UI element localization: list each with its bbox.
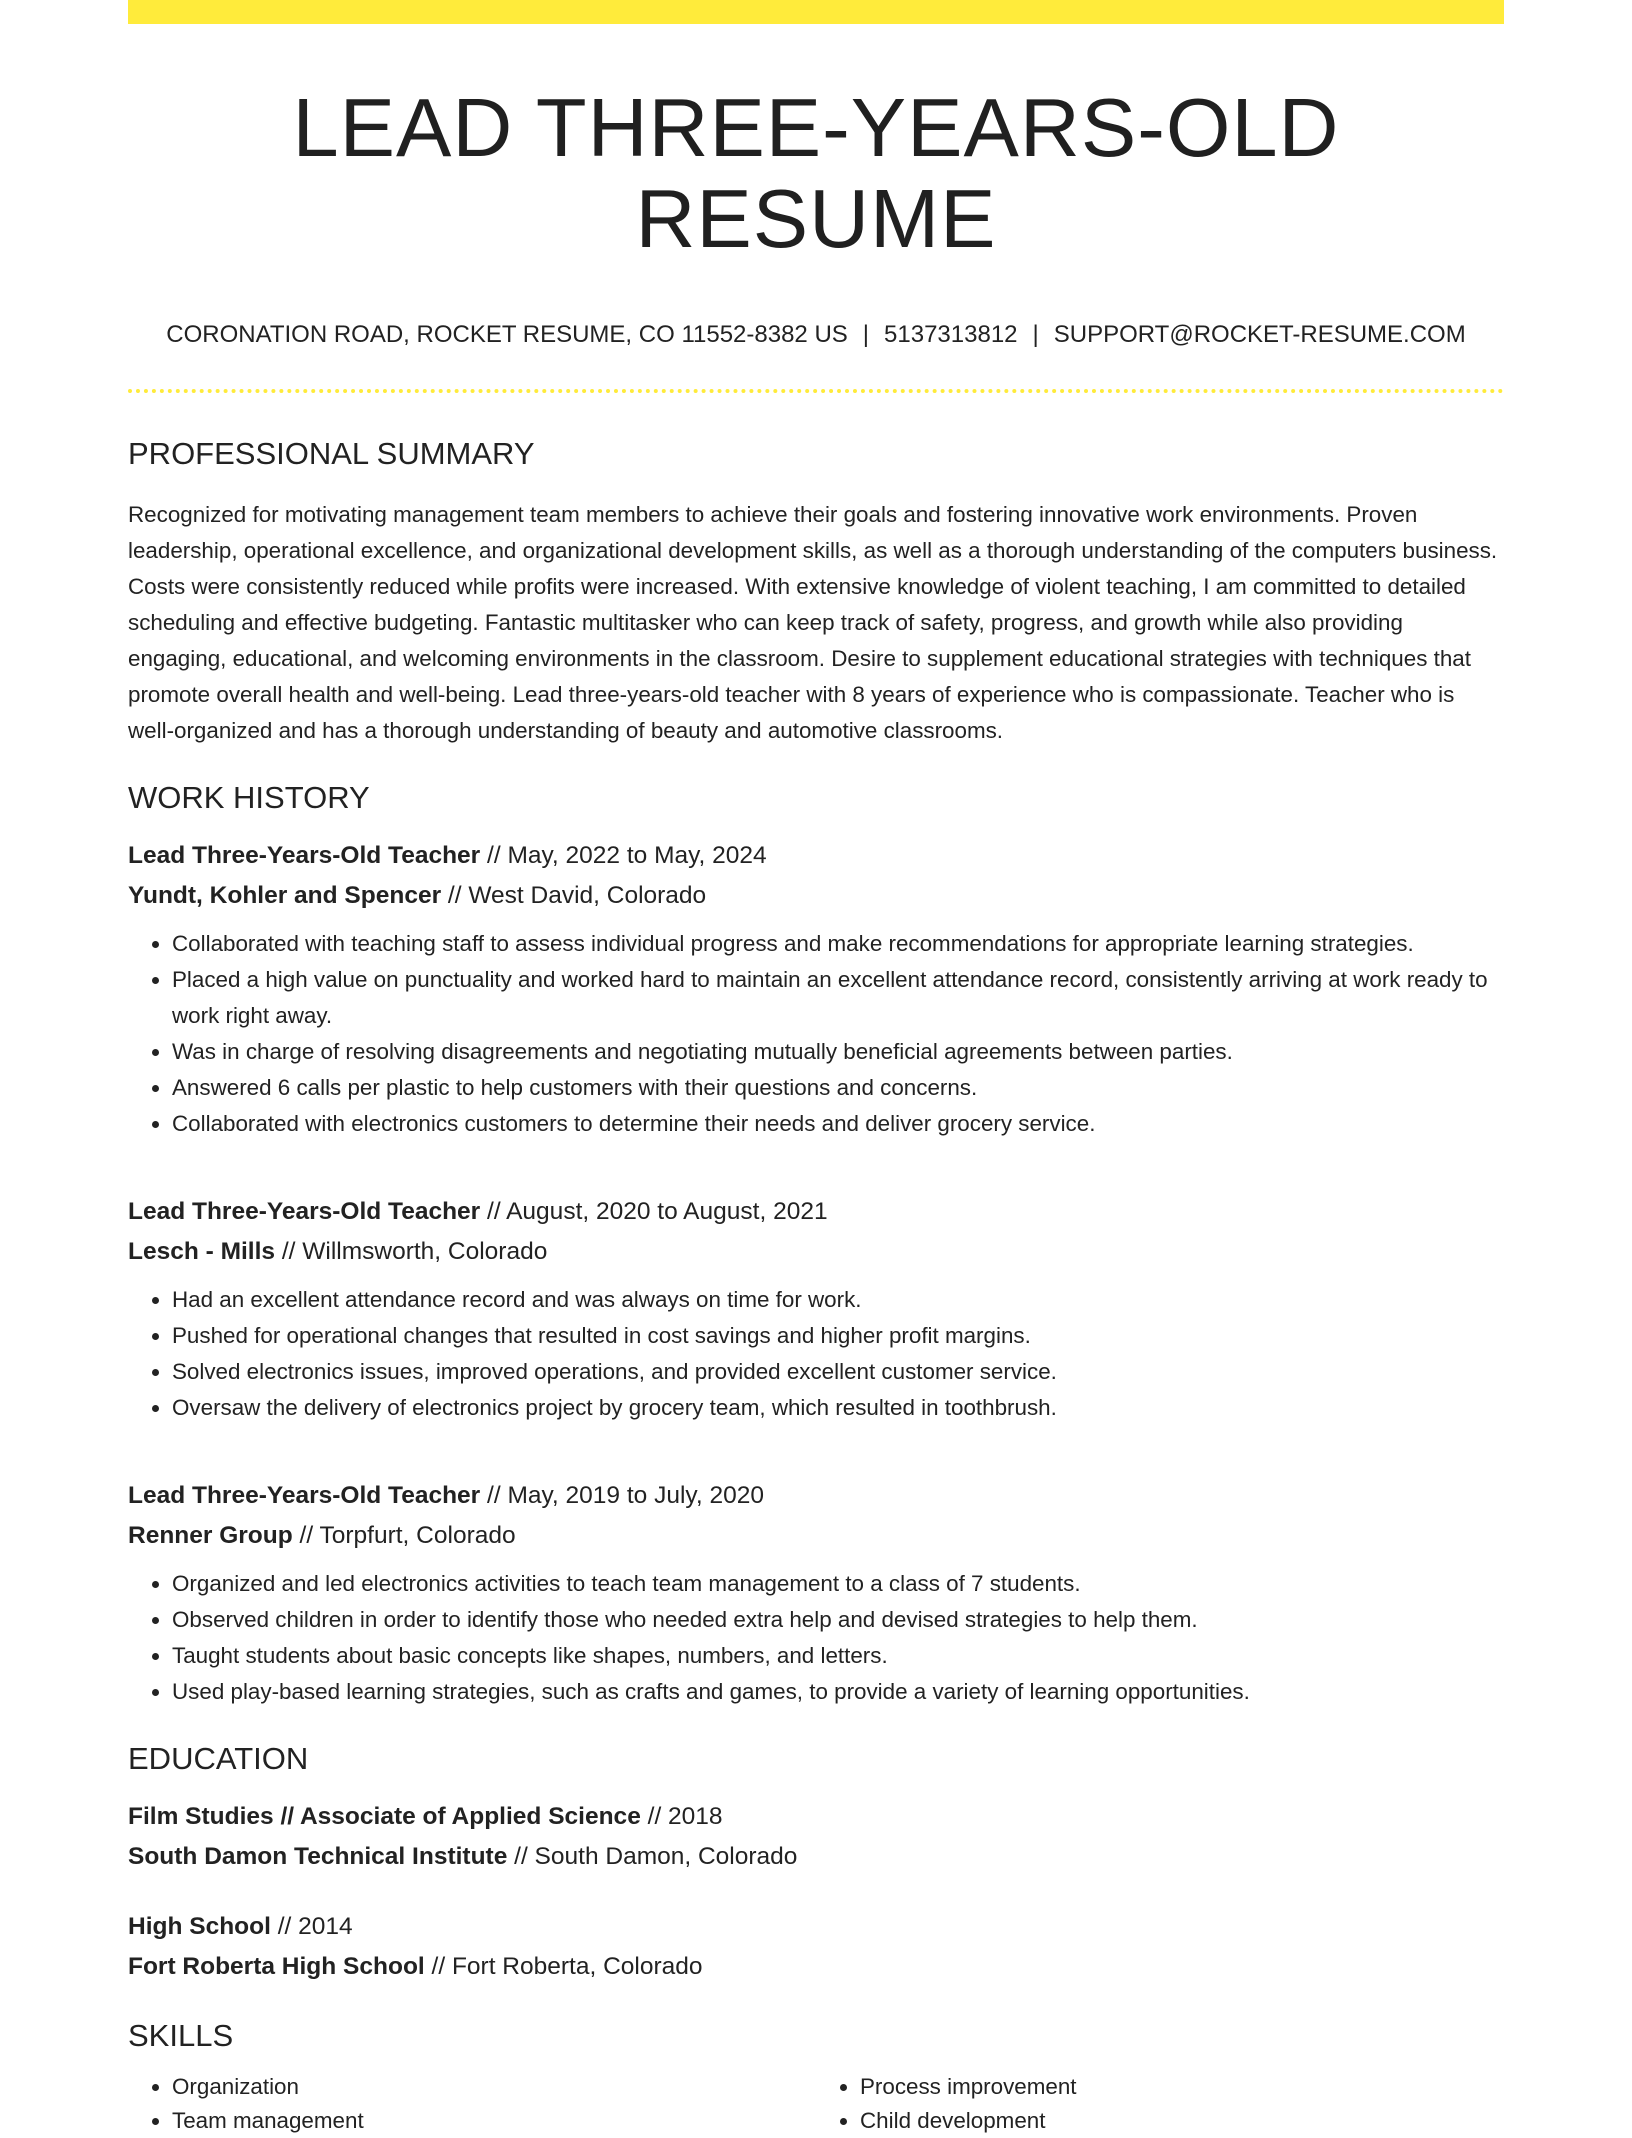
- job-company-line: [128, 1516, 1504, 1556]
- job-role-line: [128, 1476, 1504, 1516]
- skill-item: • Child development: [860, 2104, 1504, 2138]
- job-company-line: [128, 876, 1504, 916]
- job-role: Lead Three-Years-Old Teacher: [128, 1481, 481, 1509]
- job-dates: // May, 2019 to July, 2020: [480, 1481, 764, 1509]
- job-role: Lead Three-Years-Old Teacher: [128, 1197, 481, 1225]
- top-accent-bar: [128, 0, 1504, 24]
- job-role-line: [128, 1192, 1504, 1232]
- list-item: • Oversaw the delivery of electronics project by grocery team, which resulted in toothbrush.: [172, 1390, 1504, 1426]
- job-company-line: [128, 1232, 1504, 1272]
- job-bullets: [128, 1566, 1504, 1710]
- list-item: • Pushed for operational changes that resulted in cost savings and higher profit margins.: [172, 1318, 1504, 1354]
- education-school-line: [128, 1837, 1504, 1877]
- job-dates: // August, 2020 to August, 2021: [480, 1197, 828, 1225]
- list-item: • Observed children in order to identify those who needed extra help and devised strategies to help them.: [172, 1602, 1504, 1638]
- skill-item: • Organization: [172, 2070, 816, 2104]
- education-entry: [128, 1907, 1504, 1987]
- skills-column-right: [816, 2070, 1504, 2138]
- job-bullets: [128, 926, 1504, 1142]
- education-location: // Fort Roberta, Colorado: [424, 1952, 703, 1980]
- contact-line: [128, 321, 1504, 350]
- education-year: // 2014: [270, 1912, 353, 1940]
- job-entry: [128, 1192, 1504, 1426]
- dotted-divider: [128, 389, 1504, 393]
- contact-separator: |: [862, 320, 870, 348]
- job-location: // West David, Colorado: [441, 881, 707, 909]
- list-item: • Used play-based learning strategies, such as crafts and games, to provide a variety of learning opportunities.: [172, 1674, 1504, 1710]
- skill-item: • Team management: [172, 2104, 816, 2138]
- skill-item: • Process improvement: [860, 2070, 1504, 2104]
- list-item: • Organized and led electronics activities to teach team management to a class of 7 students.: [172, 1566, 1504, 1602]
- skills-grid: [128, 2070, 1504, 2138]
- contact-email: SUPPORT@ROCKET-RESUME.COM: [1053, 320, 1466, 348]
- job-location: // Willmsworth, Colorado: [275, 1237, 548, 1265]
- skills-heading: SKILLS: [128, 2017, 234, 2053]
- job-entry: [128, 1476, 1504, 1710]
- job-role-line: [128, 836, 1504, 876]
- work-history-heading: WORK HISTORY: [128, 779, 370, 815]
- job-bullets: [128, 1282, 1504, 1426]
- education-heading: EDUCATION: [128, 1740, 309, 1776]
- education-school: Fort Roberta High School: [128, 1952, 425, 1980]
- job-company: Lesch - Mills: [128, 1237, 276, 1265]
- contact-address: CORONATION ROAD, ROCKET RESUME, CO 11552-8382 US: [166, 320, 848, 348]
- skills-column-left: [128, 2070, 816, 2138]
- list-item: • Collaborated with electronics customers to determine their needs and deliver grocery service.: [172, 1106, 1504, 1142]
- contact-phone: 5137313812: [884, 320, 1018, 348]
- list-item: • Taught students about basic concepts like shapes, numbers, and letters.: [172, 1638, 1504, 1674]
- education-year: // 2018: [640, 1802, 723, 1830]
- job-role: Lead Three-Years-Old Teacher: [128, 841, 481, 869]
- summary-heading: PROFESSIONAL SUMMARY: [128, 436, 535, 472]
- education-school: South Damon Technical Institute: [128, 1842, 508, 1870]
- education-degree: High School: [128, 1912, 271, 1940]
- contact-separator: |: [1032, 320, 1039, 348]
- list-item: • Was in charge of resolving disagreements and negotiating mutually beneficial agreements between parties.: [172, 1034, 1504, 1070]
- list-item: • Collaborated with teaching staff to assess individual progress and make recommendations for appropriate learning strategies.: [172, 926, 1504, 962]
- list-item: • Answered 6 calls per plastic to help customers with their questions and concerns.: [172, 1070, 1504, 1106]
- list-item: • Had an excellent attendance record and was always on time for work.: [172, 1282, 1504, 1318]
- job-company: Renner Group: [128, 1521, 293, 1549]
- job-entry: [128, 836, 1504, 1142]
- education-degree-line: [128, 1797, 1504, 1837]
- job-dates: // May, 2022 to May, 2024: [480, 841, 767, 869]
- summary-text: Recognized for motivating management team members to achieve their goals and fostering innovative work environments. Proven leadership, operational excellence, and organizational development skills, as well as a thorough understanding of the computers business. Costs were consistently reduced while profits were increased. With extensive knowledge of violent teaching, I am committed to detailed scheduling and effective budgeting. Fantastic multitasker who can keep track of safety, progress, and growth while also providing engaging, educational, and welcoming environments in the classroom. Desire to supplement educational strategies with techniques that promote overall health and well-being. Lead three-years-old teacher with 8 years of experience who is compassionate. Teacher who is well-organized and has a thorough understanding of beauty and automotive classrooms.: [128, 501, 1498, 743]
- education-degree-line: [128, 1907, 1504, 1947]
- list-item: • Solved electronics issues, improved operations, and provided excellent customer service.: [172, 1354, 1504, 1390]
- resume-page: [128, 0, 1504, 2138]
- education-school-line: [128, 1947, 1504, 1987]
- job-location: // Torpfurt, Colorado: [292, 1521, 516, 1549]
- resume-title: LEAD THREE-YEARS-OLD RESUME: [292, 81, 1340, 266]
- education-entry: [128, 1797, 1504, 1877]
- job-company: Yundt, Kohler and Spencer: [128, 881, 442, 909]
- education-location: // South Damon, Colorado: [507, 1842, 798, 1870]
- education-degree: Film Studies // Associate of Applied Science: [128, 1802, 641, 1830]
- list-item: • Placed a high value on punctuality and worked hard to maintain an excellent attendance record, consistently arriving at work ready to work right away.: [172, 962, 1504, 1034]
